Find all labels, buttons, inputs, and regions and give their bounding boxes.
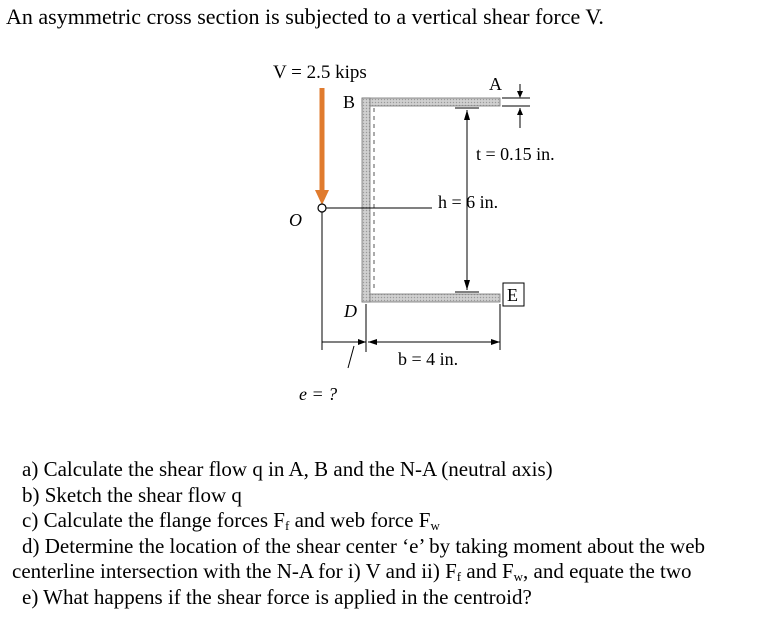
b-arrowhead-left xyxy=(368,339,377,345)
question-d-line2-post: , and equate the two xyxy=(523,559,692,583)
thickness-label: t = 0.15 in. xyxy=(476,144,555,164)
t-arrowhead-up xyxy=(517,108,523,115)
question-e: e) What happens if the shear force is applied in the centroid? xyxy=(22,584,532,609)
height-label: h = 6 in. xyxy=(438,192,499,212)
eccentricity-label: e = ? xyxy=(299,384,338,404)
point-d-label: D xyxy=(344,301,357,321)
point-a-label: A xyxy=(489,74,502,94)
question-d-line2 xyxy=(12,559,777,585)
web xyxy=(362,98,370,302)
b-arrowhead-right xyxy=(491,339,500,345)
question-d-line2-pre: centerline intersection with the N-A for i) V and ii) F xyxy=(12,559,457,583)
problem-title: An asymmetric cross section is subjected to a vertical shear force V. xyxy=(6,4,604,29)
top-flange xyxy=(362,98,500,106)
question-c xyxy=(12,508,777,534)
point-o-marker xyxy=(318,204,326,212)
question-list xyxy=(12,457,777,610)
point-b-label: B xyxy=(343,92,356,112)
question-d-line2-mid: and F xyxy=(461,559,514,583)
d-leader xyxy=(348,346,354,368)
question-d-line1: d) Determine the location of the shear center ‘e’ by taking moment about the web xyxy=(22,533,706,558)
point-e-label: E xyxy=(507,285,518,305)
question-d-line2-sub2: w xyxy=(513,569,524,584)
e-arrowhead xyxy=(358,339,366,345)
point-o-label: O xyxy=(289,210,302,230)
question-b: b) Sketch the shear flow q xyxy=(22,482,242,507)
question-a: a) Calculate the shear flow q in A, B and the N-A (neutral axis) xyxy=(22,457,553,481)
force-arrow xyxy=(315,88,329,205)
question-c-sub2: w xyxy=(430,518,440,533)
h-arrowhead-top xyxy=(464,110,470,120)
h-arrowhead-bottom xyxy=(464,280,470,290)
question-c-pre: c) Calculate the flange forces F xyxy=(22,508,285,532)
question-c-sub1: f xyxy=(284,518,290,533)
width-label: b = 4 in. xyxy=(398,349,459,369)
t-arrowhead-down xyxy=(517,91,523,98)
bottom-flange xyxy=(362,294,500,302)
force-label: V = 2.5 kips xyxy=(273,62,367,83)
question-d-line2-sub1: f xyxy=(456,569,462,584)
question-c-mid: and web force F xyxy=(289,508,431,532)
